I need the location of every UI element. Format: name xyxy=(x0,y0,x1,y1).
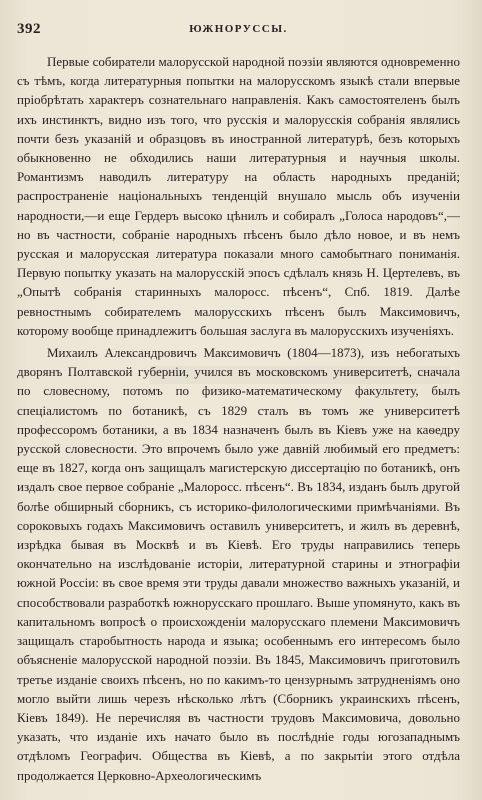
paragraph-maksimovich: Михаилъ Александровичъ Максимовичъ (1804—1873), изъ небогатыхъ дворянъ Полтавской губерніи, учился въ московскомъ университетѣ, сначала по словесному, потомъ по физико-математическому факультету, былъ спеціалистомъ по ботаникѣ, съ 1829 сталъ въ томъ же университетѣ профессоромъ ботаники, а въ 1834 назначенъ былъ въ Кіевъ уже на каѳедру русской словесности. Это впрочемъ было уже давній любимый его предметъ: еще въ 1827, когда онъ защищалъ магистерскую диссертацію по ботаникѣ, онъ издалъ свое первое собраніе „Малоросс. пѣсенъ“. Въ 1834, изданъ былъ другой болѣе обширный сборникъ, съ историко-филологическими примѣчаніями. Въ сороковыхъ годахъ Максимовичъ оставилъ университетъ, и жилъ въ деревнѣ, изрѣдка бывая въ Москвѣ и въ Кіевѣ. Его труды направились теперь окончательно на изслѣдованіе исторіи, литературной старины и этнографіи южной Россіи: въ свое время эти труды давали множество важныхъ указаній, и способствовали разработкѣ южнорусскаго прошлаго. Выше упомянуто, какъ въ капитальномъ вопросѣ о происхожденіи малорусскаго племени Максимовичъ защищалъ старобытность народа и языка; особеннымъ его интересомъ было объясненіе малорусской народной поэзіи. Въ 1845, Максимовичъ приготовилъ третье изданіе своихъ пѣсенъ, но по какимъ-то цензурнымъ затрудненіямъ оно могло выйти лишь черезъ нѣсколько лѣтъ (Сборникъ украинскихъ пѣсенъ, Кіевъ 1849). Не перечисляя въ частности трудовъ Максимовича, довольно указать, что изданіе ихъ начато было въ послѣдніе годы югозападнымъ отдѣломъ Географич. Общества въ Кіевѣ, а по закрытіи этого отдѣла продолжается Церковно-Археологическимъ xyxy=(17,345,460,783)
paragraph-collectors: Первые собиратели малорусской народной поэзіи являются одновременно съ тѣмъ, когда литературныя попытки на малорусскомъ языкѣ стали впервые пріобрѣтать характеръ сознательнаго направленія. Какъ самостоятеленъ былъ ихъ инстинктъ, видно изъ того, что русскія и малорусскія собранія являлись почти безъ указаній и образцовъ въ иностранной литературѣ, безъ которыхъ обыкновенно не обходились наши литературныя и научныя школы. Романтизмъ наводилъ литературу на область народныхъ преданій; распространеніе національныхъ тенденцій внушало мысль объ изученіи народности,—и еще Гердеръ высоко цѣнилъ и собиралъ „Голоса народовъ“,—но въ частности, собраніе народныхъ пѣсенъ было дѣло новое, и въ немъ русская и малорусская литература показали много самобытнаго пониманія. Первую попытку указать на малорусскій эпосъ сдѣлалъ князь Н. Цертелевъ, въ „Опытѣ собранія старинныхъ малоросс. пѣсенъ“, Спб. 1819. Далѣе ревностнымъ собирателемъ малорусскихъ пѣсенъ былъ Максимовичъ, которому вообще принадлежитъ большая заслуга въ малорусскихъ изученіяхъ. xyxy=(17,54,460,338)
page-number: 392 xyxy=(17,21,41,37)
page-body xyxy=(17,52,460,785)
page-header xyxy=(17,21,460,45)
running-title: ЮЖНОРУССЫ. xyxy=(189,23,288,35)
